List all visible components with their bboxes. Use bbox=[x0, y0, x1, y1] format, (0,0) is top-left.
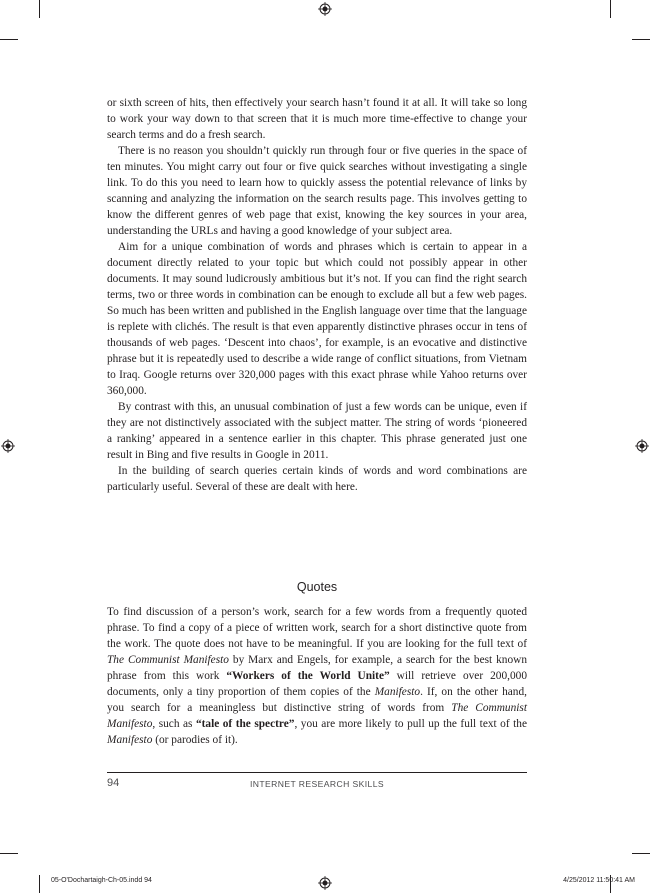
slug-timestamp: 4/25/2012 11:50:41 AM bbox=[563, 877, 635, 884]
book-title: The Communist Manifesto bbox=[107, 702, 527, 730]
crop-mark-top-left-horizontal bbox=[0, 39, 18, 40]
quotes-text-1: To find discussion of a person’s work, search for a few words from a frequently quoted phrase. To find a copy of a piece of written work, search for a short distinctive quote from the work. The quote does not have to be meaningful. If you are looking for the full text of bbox=[107, 606, 527, 650]
running-footer-title: INTERNET RESEARCH SKILLS bbox=[249, 779, 385, 789]
crop-mark-bottom-right-horizontal bbox=[632, 853, 650, 854]
registration-mark-left-icon bbox=[1, 439, 15, 453]
footer-rule bbox=[107, 772, 527, 773]
crop-mark-bottom-left-vertical bbox=[39, 875, 40, 893]
body-text bbox=[107, 95, 527, 495]
registration-mark-right-icon bbox=[635, 439, 649, 453]
registration-mark-bottom-icon bbox=[318, 876, 332, 890]
quotes-text-6: , you are more likely to pull up the full text of the bbox=[294, 718, 527, 730]
section-heading-quotes: Quotes bbox=[296, 580, 338, 594]
paragraph-by-contrast: By contrast with this, an unusual combination of just a few words can be unique, even if they are not distinctively associated with the subject matter. The string of words ‘pioneered a ranking’ appeared in a sentence earlier in this chapter. This phrase generated just one result in Bing and five results in Google in 2011. bbox=[107, 401, 527, 461]
crop-mark-top-right-horizontal bbox=[632, 39, 650, 40]
crop-mark-top-right-vertical bbox=[610, 0, 611, 18]
page-number: 94 bbox=[107, 777, 120, 789]
book-title: The Communist Manifesto bbox=[107, 654, 229, 666]
paragraph-unique-combination: Aim for a unique combination of words and phrases which is certain to appear in a document directly related to your topic but which could not possibly appear in other documents. It may sound ludicrously ambitious but it’s not. If you can find the right search terms, two or three words in combination can be enough to exclude all but a few web pages. So much has been written and published in the English language over time that the language is replete with clichés. The result is that even apparently distinctive phrases occur in tens of thousands of web pages. ‘Descent into chaos’, for example, is an evocative and distinctive phrase but it is repeatedly used to describe a wide range of conflict situations, from Vietnam to Iraq. Google returns over 320,000 pages with this exact phrase while Yahoo returns over 360,000. bbox=[107, 241, 527, 397]
crop-mark-top-left-vertical bbox=[39, 0, 40, 18]
registration-mark-top-icon bbox=[318, 2, 332, 16]
paragraph-building-queries: In the building of search queries certain kinds of words and word combinations are particularly useful. Several of these are dealt with here. bbox=[107, 465, 527, 493]
quotes-text-3: will retrieve over 200,000 documents, only a tiny proportion of them copies of the bbox=[107, 670, 527, 698]
slug-filename: 05-O'Dochartaigh-Ch-05.indd 94 bbox=[51, 877, 152, 884]
quotes-text-5: , such as bbox=[152, 718, 196, 730]
quotes-paragraph bbox=[107, 604, 527, 748]
book-title: Manifesto bbox=[374, 686, 421, 698]
quotes-text-2: by Marx and Engels, for example, a search for the best known phrase from this work bbox=[107, 654, 527, 682]
search-phrase: “tale of the spectre” bbox=[195, 718, 295, 730]
book-title: Manifesto bbox=[107, 734, 153, 746]
crop-mark-bottom-left-horizontal bbox=[0, 853, 18, 854]
paragraph-continued: or sixth screen of hits, then effectively your search hasn’t found it at all. It will take so long to work your way down to that screen that it is much more time-effective to change your search terms and do a fresh search. bbox=[107, 97, 527, 141]
quotes-text-4: . If, on the other hand, you search for a meaningless but distinctive string of words from bbox=[107, 686, 527, 714]
search-phrase: “Workers of the World Unite” bbox=[226, 670, 390, 682]
quotes-text-7: (or parodies of it). bbox=[152, 734, 238, 746]
paragraph-queries: There is no reason you shouldn’t quickly run through four or five queries in the space of ten minutes. You might carry out four or five quick searches without investigating a single link. To do this you need to learn how to quickly assess the potential relevance of links by scanning and analyzing the information on the search results page. This involves getting to know the different genres of web page that exist, knowing the key sources in your area, understanding the URLs and having a good knowledge of your subject area. bbox=[107, 145, 527, 237]
